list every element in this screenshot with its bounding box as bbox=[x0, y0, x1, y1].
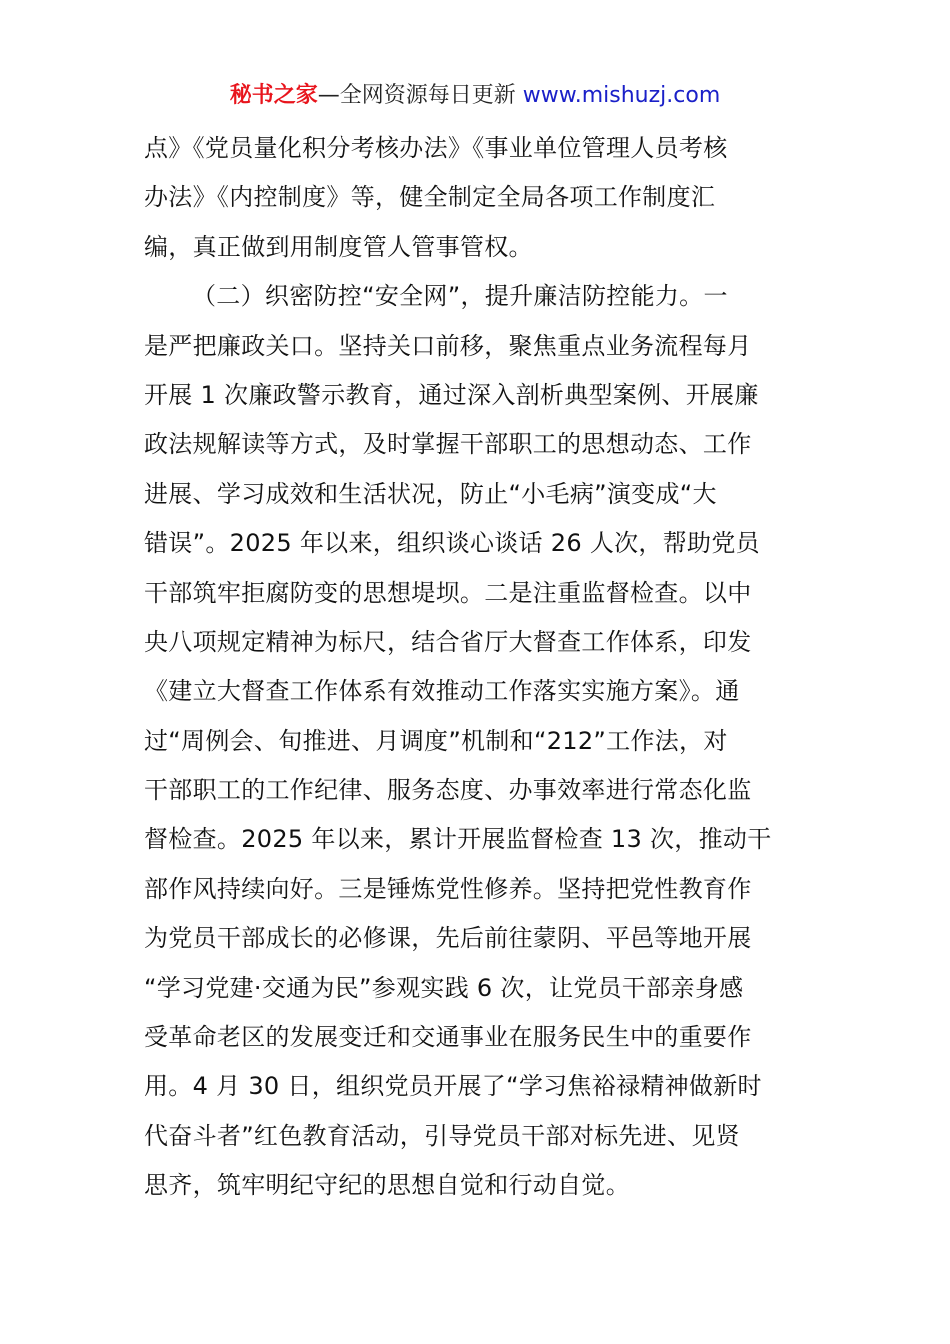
text-line: 点》《党员量化积分考核办法》《事业单位管理人员考核 bbox=[144, 134, 728, 162]
text-line: 办法》《内控制度》等，健全制定全局各项工作制度汇 bbox=[144, 183, 716, 212]
text-line: 编，真正做到用制度管人管事管权。 bbox=[144, 232, 533, 261]
header-tagline: —全网资源每日更新 bbox=[317, 83, 516, 108]
text-line: “学习党建·交通为民”参观实践 6 次，让党员干部亲身感 bbox=[144, 973, 744, 1002]
text-line: 思齐，筑牢明纪守纪的思想自觉和行动自觉。 bbox=[144, 1171, 630, 1200]
text-line: 错误”。2025 年以来，组织谈心谈话 26 人次，帮助党员 bbox=[144, 529, 760, 558]
text-line: 代奋斗者”红色教育活动，引导党员干部对标先进、见贤 bbox=[144, 1121, 740, 1150]
text-line: 《建立大督查工作体系有效推动工作落实实施方案》。通 bbox=[144, 677, 740, 706]
text-line: 政法规解读等方式，及时掌握干部职工的思想动态、工作 bbox=[144, 430, 752, 459]
text-line: 过“周例会、旬推进、月调度”机制和“212”工作法，对 bbox=[144, 726, 728, 755]
text-line: 进展、学习成效和生活状况，防止“小毛病”演变成“大 bbox=[144, 479, 717, 508]
text-line: 部作风持续向好。三是锤炼党性修养。坚持把党性教育作 bbox=[144, 874, 752, 903]
text-line-paragraph-start: （二）织密防控“安全网”，提升廉洁防控能力。一 bbox=[192, 282, 728, 311]
text-line: 央八项规定精神为标尺，结合省厅大督查工作体系，印发 bbox=[144, 627, 752, 656]
site-url-link[interactable]: www.mishuzj.com bbox=[522, 83, 721, 108]
document-body bbox=[144, 124, 806, 1211]
brand-name: 秘书之家 bbox=[229, 83, 318, 108]
text-line: 用。4 月 30 日，组织党员开展了“学习焦裕禄精神做新时 bbox=[144, 1072, 762, 1101]
text-line: 干部筑牢拒腐防变的思想堤坝。二是注重监督检查。以中 bbox=[144, 578, 752, 607]
text-line: 干部职工的工作纪律、服务态度、办事效率进行常态化监 bbox=[144, 776, 752, 805]
text-line: 督检查。2025 年以来，累计开展监督检查 13 次，推动干 bbox=[144, 825, 772, 854]
text-line: 为党员干部成长的必修课，先后前往蒙阴、平邑等地开展 bbox=[144, 924, 752, 953]
text-line: 开展 1 次廉政警示教育，通过深入剖析典型案例、开展廉 bbox=[144, 380, 759, 409]
text-line: 是严把廉政关口。坚持关口前移，聚焦重点业务流程每月 bbox=[144, 331, 752, 360]
text-line: 受革命老区的发展变迁和交通事业在服务民生中的重要作 bbox=[144, 1023, 752, 1052]
site-header bbox=[0, 80, 950, 112]
